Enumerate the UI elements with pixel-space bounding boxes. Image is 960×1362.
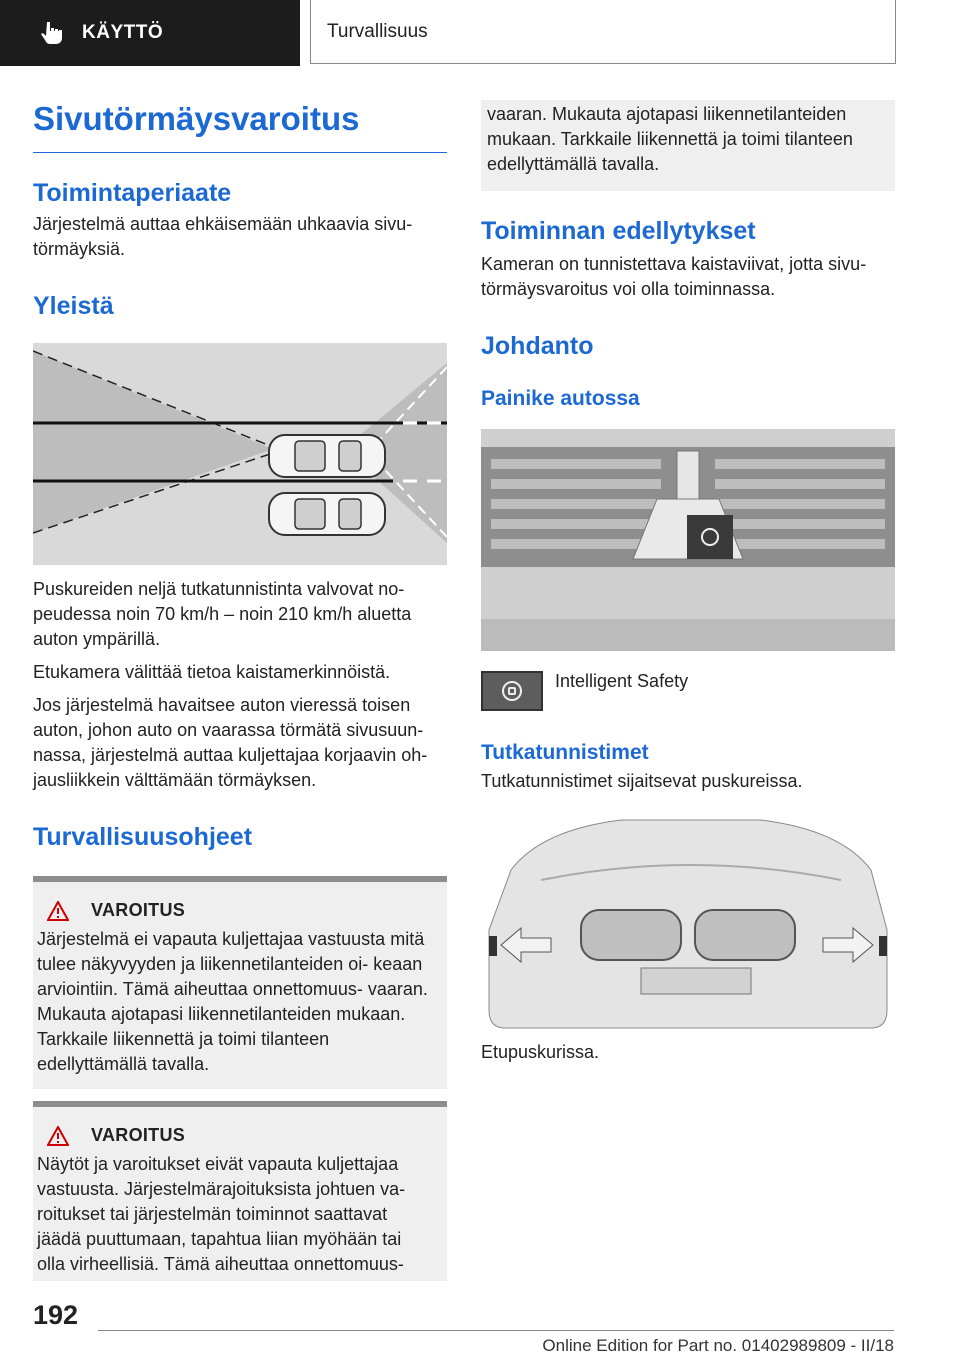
warning-triangle-icon	[47, 901, 69, 921]
road-lanes-illustration	[33, 343, 447, 565]
warning-label: VAROITUS	[91, 900, 186, 920]
chapter-box	[310, 0, 896, 64]
chapter-label: Turvallisuus	[327, 20, 428, 42]
warning-header	[37, 1125, 433, 1146]
button-label: Intelligent Safety	[555, 671, 689, 691]
text-requirements: Kameran on tunnistettava kaistaviivat, jotta sivu- törmäysvaroitus voi olla toiminnassa.	[481, 254, 867, 299]
button-photo	[481, 429, 895, 651]
page-number: 192	[33, 1300, 79, 1330]
radar-coverage-figure	[33, 343, 447, 565]
warning-label: VAROITUS	[91, 1125, 186, 1145]
grille-button-illustration	[481, 429, 895, 651]
text-sensors: Tutkatunnistimet sijaitsevat puskureissa.	[481, 771, 803, 791]
front-bumper-figure	[481, 810, 895, 1030]
text-general-2: Etukamera välittää tietoa kaistamerkinnöistä.	[33, 662, 391, 682]
left-column	[33, 100, 447, 1281]
warning-box-1	[33, 876, 447, 1089]
warning-continuation-box	[481, 100, 895, 191]
section-tab	[0, 0, 300, 66]
heading-intro: Johdanto	[481, 332, 594, 360]
page-title: Sivutörmäysvaroitus	[33, 100, 447, 153]
page-header	[0, 0, 960, 66]
hand-pointer-icon	[38, 20, 64, 46]
right-column	[481, 100, 895, 1065]
button-legend	[481, 671, 895, 711]
heading-sensors: Tutkatunnistimet	[481, 741, 649, 764]
heading-safety: Turvallisuusohjeet	[33, 823, 253, 851]
warning-text: Järjestelmä ei vapauta kuljettajaa vastuusta mitä tulee näkyvyyden ja liikennetilanteiden oi- keaan arviointiin. Tämä aiheuttaa onnettomuus- vaaran. Mukauta ajotapasi liikennetilanteiden mukaan. Tarkkaile liikennettä ja toimi tilanteen edellyttämällä tavalla.	[37, 929, 428, 1074]
heading-requirements: Toiminnan edellytykset	[481, 217, 756, 245]
footer-divider	[98, 1330, 894, 1331]
warning-header	[37, 900, 433, 921]
text-general-3: Jos järjestelmä havaitsee auton vieressä toisen auton, johon auto on vaarassa törmätä sivusuun- nassa, järjestelmä auttaa kuljettajaa korjaavin oh- jausliikkein välttämään törmäyksen.	[33, 695, 428, 790]
heading-principle: Toimintaperiaate	[33, 179, 232, 207]
section-label: KÄYTTÖ	[82, 22, 164, 43]
intelligent-safety-button-icon	[481, 671, 543, 711]
car-front-illustration	[481, 810, 895, 1030]
warning-text: Näytöt ja varoitukset eivät vapauta kuljettajaa vastuusta. Järjestelmärajoituksista johtuen va- roitukset tai järjestelmän toiminnot saattavat jäädä puuttumaan, tapahtua liian myöhään tai olla virheellisiä. Tämä aiheuttaa onnettomuus-	[37, 1154, 406, 1274]
text-principle: Järjestelmä auttaa ehkäisemään uhkaavia sivu- törmäyksiä.	[33, 214, 413, 259]
heading-general: Yleistä	[33, 292, 114, 320]
text-general-1: Puskureiden neljä tutkatunnistinta valvovat no- peudessa noin 70 km/h – noin 210 km/h aluetta auton ympärillä.	[33, 579, 412, 649]
edition-text: Online Edition for Part no. 01402989809 - II/18	[542, 1336, 894, 1355]
warning-triangle-icon	[47, 1126, 69, 1146]
warning-continuation-text: vaaran. Mukauta ajotapasi liikennetilanteiden mukaan. Tarkkaile liikennettä ja toimi tilanteen edellyttämällä tavalla.	[487, 104, 853, 174]
warning-box-2	[33, 1101, 447, 1281]
caption-front-bumper: Etupuskurissa.	[481, 1042, 600, 1062]
heading-button: Painike autossa	[481, 387, 640, 410]
